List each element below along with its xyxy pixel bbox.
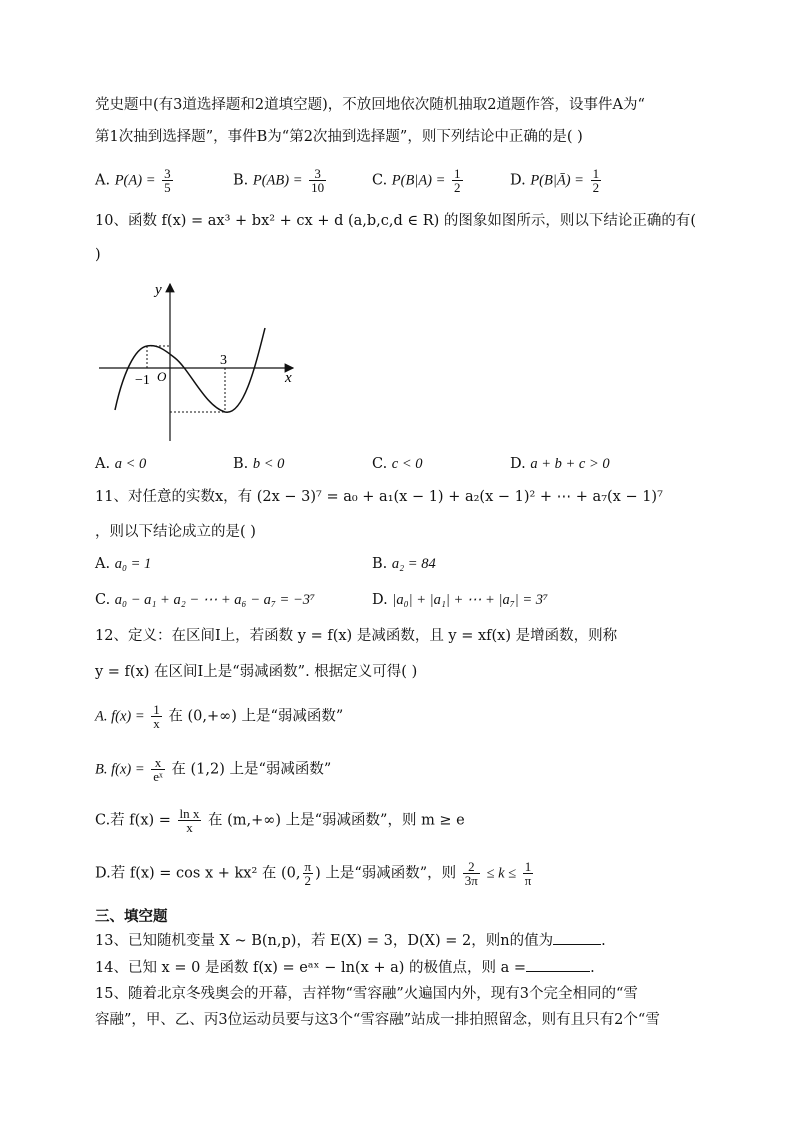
option-expr: P(A) =: [114, 172, 156, 189]
q14-answer-blank[interactable]: [526, 957, 590, 972]
numerator: π: [304, 859, 312, 874]
q10-option-d[interactable]: [510, 453, 610, 475]
option-prefix: C.若 f(x) =: [95, 812, 171, 829]
option-label: C.: [372, 172, 388, 189]
q11-line2: ，则以下结论成立的是( ): [95, 524, 256, 540]
q11-line1: 11、对任意的实数x，有 (2x − 3)⁷ = a₀ + a₁(x − 1) + a₂(x − 1)² + ⋯ + a₇(x − 1)⁷: [95, 489, 663, 505]
cubic-graph: [95, 278, 310, 448]
option-expr: P(AB) =: [252, 172, 303, 189]
q10-line2: ): [95, 247, 101, 263]
interval-close: ): [315, 865, 321, 882]
q13-text: 13、已知随机变量 X ~ B(n,p)，若 E(X) = 3，D(X) = 2，则n的值为: [95, 933, 554, 949]
option-prefix: D.若 f(x) = cos x + kx² 在: [95, 865, 277, 882]
origin-label: O: [157, 369, 167, 384]
q12-line2: y = f(x) 在区间I上是“弱减函数”. 根据定义可得( ): [95, 664, 418, 680]
q12-option-a[interactable]: [95, 703, 343, 730]
denominator: eˣ: [153, 769, 163, 784]
cubic-curve: [115, 328, 265, 412]
option-text: c < 0: [391, 456, 423, 472]
numerator: 3: [164, 166, 171, 181]
q11-option-c[interactable]: [95, 589, 315, 611]
q12-option-c[interactable]: [95, 807, 465, 834]
q10-option-a[interactable]: [95, 453, 146, 475]
option-label: A.: [95, 556, 111, 572]
lower-bound-fraction: [463, 860, 480, 887]
q11-option-b[interactable]: [372, 553, 436, 575]
q13-end: .: [601, 933, 606, 949]
neg-one-label: −1: [135, 373, 150, 388]
denominator: x: [186, 820, 193, 835]
option-text: a₂ = 84: [391, 556, 436, 572]
q11-option-d[interactable]: [372, 589, 548, 611]
q9-option-b[interactable]: [233, 167, 328, 194]
option-expr: P(B|Ā) =: [530, 172, 584, 189]
interval-open: (0,: [281, 865, 301, 882]
q15-line2: 容融”，甲、乙、丙3位运动员要与这3个“雪容融”站成一排拍照留念，则有且只有2个“雪: [95, 1012, 660, 1028]
denominator: π: [524, 873, 532, 888]
option-suffix: 在 (0,+∞) 上是“弱减函数”: [168, 708, 344, 725]
q10-line1: 10、函数 f(x) = ax³ + bx² + cx + d (a,b,c,d ∈ R) 的图象如图所示，则以下结论正确的有(: [95, 213, 697, 229]
numerator: ln x: [179, 806, 200, 821]
option-text: a₀ = 1: [114, 556, 152, 572]
numerator: 2: [463, 860, 480, 874]
three-label: 3: [220, 353, 227, 368]
upper-bound-fraction: [523, 860, 534, 887]
option-expr: P(B|A) =: [391, 172, 446, 189]
option-label: C.: [95, 592, 111, 608]
numerator: 1: [592, 166, 600, 181]
denominator: x: [153, 716, 160, 731]
option-label: B.: [233, 456, 249, 472]
denominator: 10: [311, 180, 325, 195]
option-label: A.: [95, 172, 111, 189]
option-label: D.: [510, 456, 526, 472]
q14-text: 14、已知 x = 0 是函数 f(x) = eᵃˣ − ln(x + a) 的极值点，则 a =: [95, 960, 527, 976]
option-prefix: A. f(x) =: [95, 708, 145, 725]
numerator: 3: [309, 167, 326, 181]
q14: [95, 957, 595, 979]
option-fraction: [309, 167, 326, 194]
numerator: 1: [153, 702, 160, 717]
q9-option-a[interactable]: [95, 167, 175, 194]
q10-option-c[interactable]: [372, 453, 423, 475]
q13: [95, 930, 606, 952]
denominator: 2: [592, 180, 600, 195]
denominator: 5: [164, 180, 171, 195]
q12-option-d[interactable]: [95, 860, 535, 887]
q14-end: .: [590, 960, 595, 976]
option-fraction: [591, 167, 602, 194]
numerator: 1: [523, 860, 534, 874]
denominator: 2: [454, 180, 461, 195]
q12-option-b[interactable]: [95, 756, 331, 783]
option-suffix: 在 (1,2) 上是“弱减函数”: [171, 761, 332, 778]
relation: ≤ k ≤: [486, 865, 517, 882]
option-label: B.: [233, 172, 249, 189]
option-fraction: [151, 703, 162, 730]
q12-line1: 12、定义：在区间I上，若函数 y = f(x) 是减函数，且 y = xf(x) 是增函数，则称: [95, 628, 618, 644]
option-label: A.: [95, 456, 111, 472]
option-middle: 上是“弱减函数”，则: [325, 865, 457, 882]
y-axis-label: y: [155, 282, 162, 298]
q15-line1: 15、随着北京冬残奥会的开幕，吉祥物“雪容融”火遍国内外，现有3个完全相同的“雪: [95, 986, 638, 1002]
option-fraction: [151, 756, 165, 783]
interval-fraction: [303, 860, 314, 887]
option-fraction: [178, 807, 202, 834]
q9-line1: 党史题中(有3道选择题和2道填空题)，不放回地依次随机抽取2道题作答，设事件A为“: [95, 97, 645, 113]
option-text: a₀ − a₁ + a₂ − ⋯ + a₆ − a₇ = −3⁷: [114, 592, 316, 608]
option-fraction: [452, 167, 463, 194]
numerator: 1: [454, 166, 461, 181]
q13-answer-blank[interactable]: [553, 930, 601, 945]
option-prefix: B. f(x) =: [95, 761, 145, 778]
option-suffix: 在 (m,+∞) 上是“弱减函数”，则 m ≥ e: [208, 812, 465, 829]
q11-option-a[interactable]: [95, 553, 151, 575]
denominator: 3π: [464, 873, 478, 888]
option-label: C.: [372, 456, 388, 472]
option-text: a < 0: [114, 456, 147, 472]
option-text: a + b + c > 0: [530, 456, 610, 472]
option-label: B.: [372, 556, 388, 572]
q10-option-b[interactable]: [233, 453, 284, 475]
x-axis-label: x: [285, 370, 292, 386]
q9-option-c[interactable]: [372, 167, 465, 194]
option-label: D.: [510, 172, 526, 189]
numerator: x: [151, 756, 165, 770]
section-title: 三、填空题: [95, 909, 168, 925]
q9-option-d[interactable]: [510, 167, 603, 194]
option-label: D.: [372, 592, 388, 608]
option-fraction: [162, 167, 173, 194]
denominator: 2: [304, 873, 312, 888]
q9-line2: 第1次抽到选择题”，事件B为“第2次抽到选择题”，则下列结论中正确的是( ): [95, 129, 583, 145]
option-text: b < 0: [252, 456, 285, 472]
option-text: |a₀| + |a₁| + ⋯ + |a₇| = 3⁷: [392, 592, 549, 608]
